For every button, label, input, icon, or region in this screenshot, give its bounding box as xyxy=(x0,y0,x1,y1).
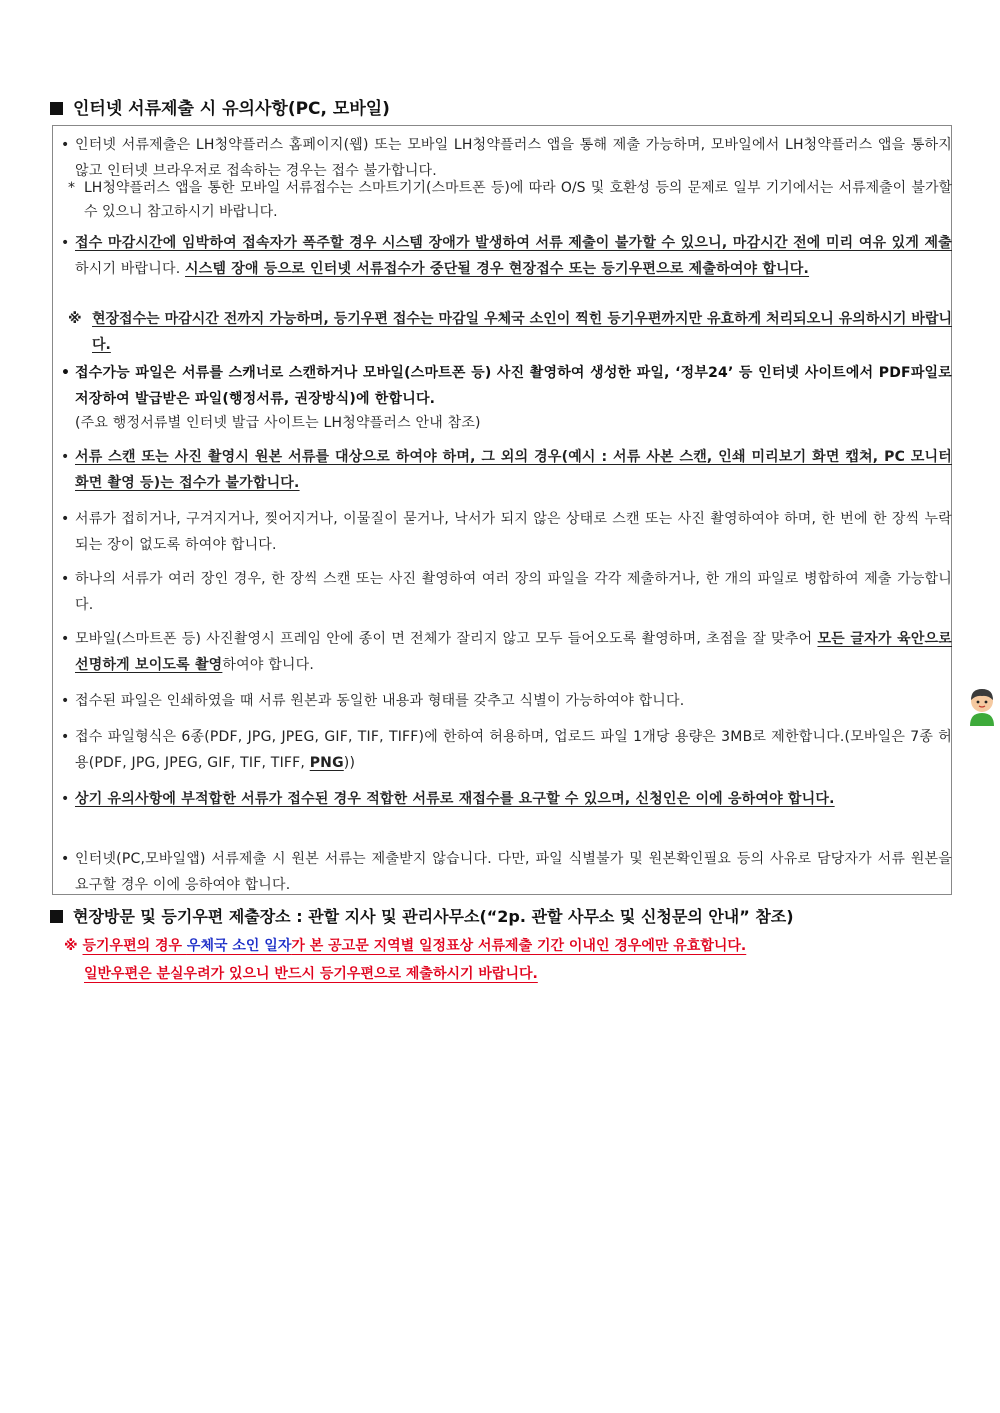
list-item: • 접수 마감시간에 임박하여 접속자가 폭주할 경우 시스템 장애가 발생하여 서류 제출이 불가할 수 있으니, 마감시간 전에 미리 여유 있게 제출하시기 바랍니다. 시스템 장애 등으로 인터넷 서류접수가 중단될 경우 현장접수 또는 등기우편으로 제출하여야 합니다. xyxy=(61,235,952,277)
list-item: • 접수 파일형식은 6종(PDF, JPG, JPEG, GIF, TIF, TIFF)에 한하여 허용하며, 업로드 파일 1개당 용량은 3MB로 제한합니다.(모바일은 7종 허용(PDF, JPG, JPEG, GIF, TIF, TIFF, PNG)) xyxy=(61,729,952,771)
list-item: • 서류가 접히거나, 구겨지거나, 찢어지거나, 이물질이 묻거나, 낙서가 되지 않은 상태로 스캔 또는 사진 촬영하여야 하며, 한 번에 한 장씩 누락되는 장이 없도록 하여야 합니다. xyxy=(61,511,952,553)
list-item: • 접수된 파일은 인쇄하였을 때 서류 원본과 동일한 내용과 형태를 갖추고 식별이 가능하여야 합니다. xyxy=(61,693,685,709)
section-heading: 인터넷 서류제출 시 유의사항(PC, 모바일) xyxy=(50,94,390,119)
list-item: • 상기 유의사항에 부적합한 서류가 접수된 경우 적합한 서류로 재접수를 요구할 수 있으며, 신청인은 이에 응하여야 합니다. xyxy=(61,791,835,807)
list-item: • 인터넷 서류제출은 LH청약플러스 홈페이지(웹) 또는 모바일 LH청약플러스 앱을 통해 제출 가능하며, 모바일에서 LH청약플러스 앱을 통하지 않고 인터넷 브라우저로 접속하는 경우는 접수 불가합니다. xyxy=(61,137,952,179)
character-icon xyxy=(966,686,998,726)
square-bullet-icon xyxy=(50,102,63,115)
assistant-avatar-icon[interactable] xyxy=(966,686,998,726)
list-item: • 인터넷(PC,모바일앱) 서류제출 시 원본 서류는 제출받지 않습니다. 다만, 파일 식별불가 및 원본확인필요 등의 사유로 담당자가 서류 원본을 요구할 경우 이에 응하여야 합니다. xyxy=(61,851,952,893)
list-item: • 모바일(스마트폰 등) 사진촬영시 프레임 안에 종이 면 전체가 잘리지 않고 모두 들어오도록 촬영하며, 초점을 잘 맞추어 모든 글자가 육안으로 선명하게 보이도록 촬영하여야 합니다. xyxy=(61,631,952,673)
note-item: * LH청약플러스 앱을 통한 모바일 서류접수는 스마트기기(스마트폰 등)에 따라 O/S 및 호환성 등의 문제로 일부 기기에서는 서류제출이 불가할 수 있으니 참고하시기 바랍니다. xyxy=(68,180,952,220)
list-item: • 서류 스캔 또는 사진 촬영시 원본 서류를 대상으로 하여야 하며, 그 외의 경우(예시 : 서류 사본 스캔, 인쇄 미리보기 화면 캡쳐, PC 모니터 화면 촬영 등)는 접수가 불가합니다. xyxy=(61,449,952,491)
red-notice: ※ 등기우편의 경우 우체국 소인 일자가 본 공고문 지역별 일정표상 서류제출 기간 이내인 경우에만 유효합니다. xyxy=(64,938,747,954)
note-item: ※ 현장접수는 마감시간 전까지 가능하며, 등기우편 접수는 마감일 우체국 소인이 찍힌 등기우편까지만 유효하게 처리되오니 유의하시기 바랍니다. xyxy=(68,311,952,353)
square-bullet-icon xyxy=(50,910,63,923)
list-item-sub: (주요 행정서류별 인터넷 발급 사이트는 LH청약플러스 안내 참조) xyxy=(75,415,481,431)
section-heading: 현장방문 및 등기우편 제출장소 : 관할 지사 및 관리사무소(“2p. 관할 사무소 및 신청문의 안내” 참조) xyxy=(50,904,794,927)
list-item: • 하나의 서류가 여러 장인 경우, 한 장씩 스캔 또는 사진 촬영하여 여러 장의 파일을 각각 제출하거나, 한 개의 파일로 병합하여 제출 가능합니다. xyxy=(61,571,952,613)
list-item: • 접수가능 파일은 서류를 스캐너로 스캔하거나 모바일(스마트폰 등) 사진 촬영하여 생성한 파일, ‘정부24’ 등 인터넷 사이트에서 PDF파일로 저장하여 발급받은 파일(행정서류, 권장방식)에 한합니다. xyxy=(61,365,952,407)
red-notice-line2: 일반우편은 분실우려가 있으니 반드시 등기우편으로 제출하시기 바랍니다. xyxy=(84,966,538,982)
